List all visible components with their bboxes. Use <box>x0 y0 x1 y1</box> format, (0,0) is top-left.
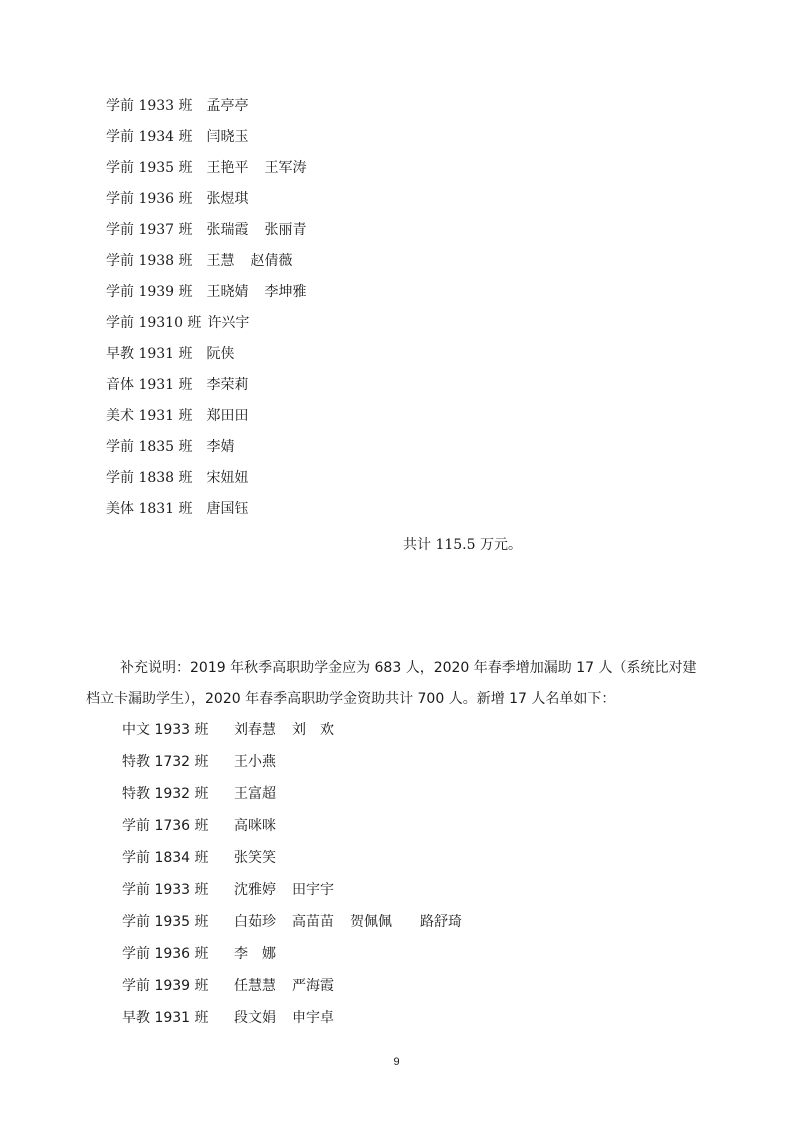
class-name: 中文 1933 班 <box>122 722 209 738</box>
class-name: 学前 1838 班 <box>106 470 193 486</box>
class-name: 早教 1931 班 <box>122 1010 209 1026</box>
student-name: 唐国钰 <box>206 501 249 517</box>
class-name: 学前 1937 班 <box>106 222 193 238</box>
list-item <box>106 158 307 178</box>
page-number: 9 <box>393 1056 400 1068</box>
student-name: 高苗苗 <box>292 914 334 930</box>
student-name: 赵倩薇 <box>250 253 293 269</box>
class-name: 美术 1931 班 <box>106 408 193 424</box>
student-name: 刘春慧 <box>234 722 276 738</box>
list-item <box>106 251 293 271</box>
list-item <box>122 944 276 964</box>
list-item <box>106 127 249 147</box>
class-name: 音体 1931 班 <box>106 377 193 393</box>
list-item <box>122 976 334 996</box>
class-name: 早教 1931 班 <box>106 346 193 362</box>
student-name: 王军涛 <box>264 160 307 176</box>
student-name: 闫晓玉 <box>206 129 249 145</box>
class-name: 美体 1831 班 <box>106 501 193 517</box>
student-name: 申宇卓 <box>292 1010 334 1026</box>
class-name: 学前 1939 班 <box>106 284 193 300</box>
list-item <box>106 437 235 457</box>
student-name: 沈雅婷 <box>234 882 276 898</box>
class-name: 学前 1935 班 <box>122 914 209 930</box>
list-item <box>122 720 334 740</box>
student-name: 李荣莉 <box>206 377 249 393</box>
class-name: 学前 1834 班 <box>122 850 209 866</box>
list-item <box>122 752 276 772</box>
student-name: 刘 欢 <box>292 722 334 738</box>
list-item <box>122 848 276 868</box>
class-name: 学前 1935 班 <box>106 160 193 176</box>
list-item <box>122 912 462 932</box>
total-amount: 共计 115.5 万元。 <box>403 537 522 553</box>
class-name: 学前 1936 班 <box>106 191 193 207</box>
list-item <box>122 880 334 900</box>
list-item <box>106 189 249 209</box>
student-name: 李婧 <box>206 439 235 455</box>
list-item <box>106 406 249 426</box>
student-name: 李 娜 <box>234 946 276 962</box>
student-name: 张笑笑 <box>234 850 276 866</box>
student-name: 严海霞 <box>292 978 334 994</box>
class-name: 学前 1938 班 <box>106 253 193 269</box>
student-name: 许兴宇 <box>207 315 250 331</box>
student-name: 郑田田 <box>206 408 249 424</box>
class-name: 特教 1732 班 <box>122 754 209 770</box>
class-name: 学前 1933 班 <box>106 98 193 114</box>
student-name: 白茹珍 <box>234 914 276 930</box>
student-name: 王晓婧 <box>206 284 249 300</box>
student-name: 段文娟 <box>234 1010 276 1026</box>
list-item <box>106 282 307 302</box>
list-item <box>106 375 249 395</box>
class-name: 学前 1933 班 <box>122 882 209 898</box>
list-item <box>106 499 249 519</box>
list-item <box>106 220 307 240</box>
class-name: 特教 1932 班 <box>122 786 209 802</box>
list-item <box>122 1008 334 1028</box>
list-item <box>106 96 249 116</box>
student-name: 任慧慧 <box>234 978 276 994</box>
class-name: 学前 1936 班 <box>122 946 209 962</box>
class-name: 学前 1939 班 <box>122 978 209 994</box>
list-item <box>122 816 276 836</box>
student-name: 王慧 <box>206 253 235 269</box>
student-name: 路舒琦 <box>420 914 462 930</box>
list-item <box>122 784 276 804</box>
student-name: 孟亭亭 <box>206 98 249 114</box>
student-name: 高咪咪 <box>234 818 276 834</box>
class-name: 学前 19310 班 <box>106 315 202 331</box>
list-item <box>106 313 249 333</box>
student-name: 贺佩佩 <box>350 914 392 930</box>
student-name: 张煜琪 <box>206 191 249 207</box>
student-name: 张丽青 <box>264 222 307 238</box>
student-name: 王小燕 <box>234 754 276 770</box>
class-name: 学前 1835 班 <box>106 439 193 455</box>
class-name: 学前 1736 班 <box>122 818 209 834</box>
list-item <box>106 468 249 488</box>
supplement-note: 补充说明：2019 年秋季高职助学金应为 683 人，2020 年春季增加漏助 17 人（系统比对建档立卡漏助学生），2020 年春季高职助学金资助共计 700 人。新增 17 人名单如下： <box>86 660 697 707</box>
student-name: 宋妞妞 <box>206 470 249 486</box>
student-name: 阮侠 <box>206 346 235 362</box>
student-name: 李坤雅 <box>264 284 307 300</box>
list-item <box>106 344 235 364</box>
class-name: 学前 1934 班 <box>106 129 193 145</box>
student-name: 田宇宇 <box>292 882 334 898</box>
student-name: 王富超 <box>234 786 276 802</box>
student-name: 王艳平 <box>206 160 249 176</box>
student-name: 张瑞霞 <box>206 222 249 238</box>
